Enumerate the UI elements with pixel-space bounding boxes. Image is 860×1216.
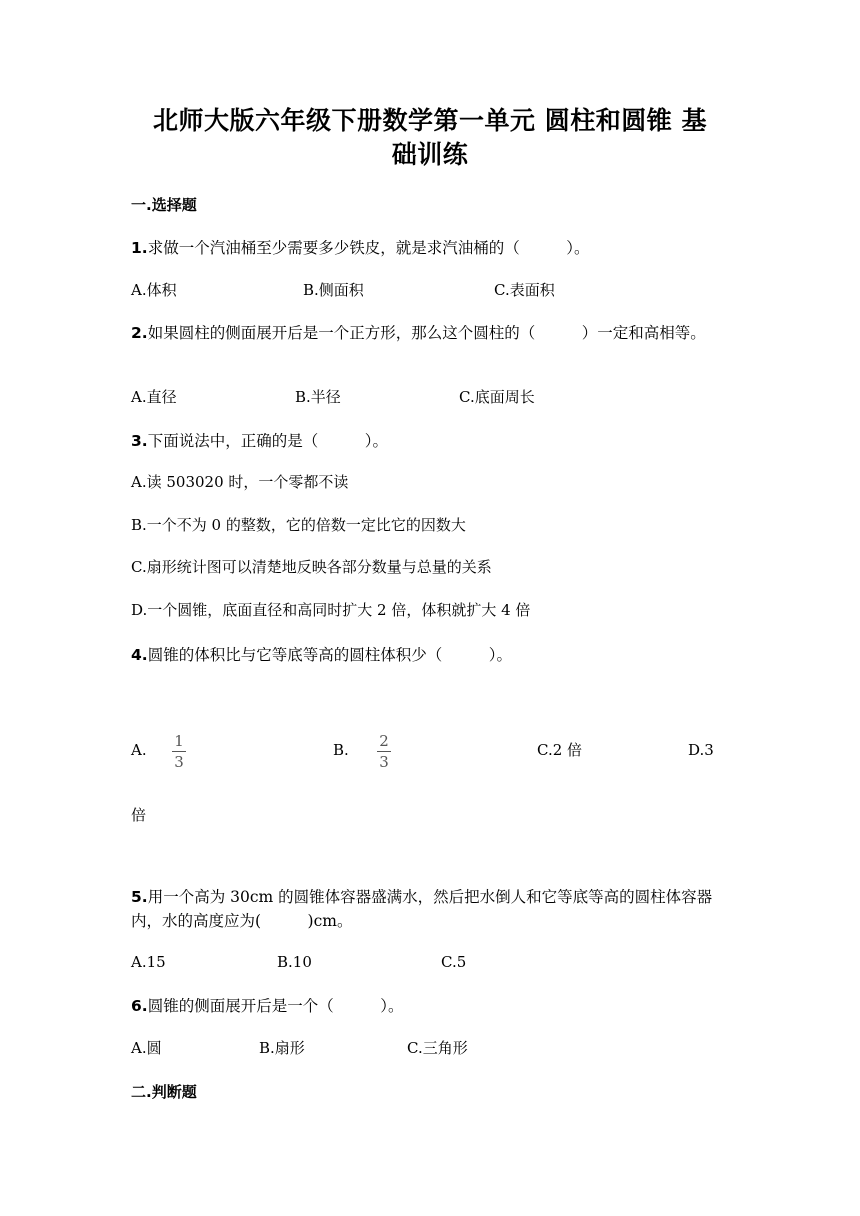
- q6-option-a: A.圆: [131, 1039, 162, 1057]
- fraction-denominator: 3: [379, 753, 389, 771]
- page-title: [120, 104, 740, 172]
- fraction-numerator: 1: [174, 732, 184, 750]
- q5-option-a: A.15: [131, 953, 166, 971]
- q4-option-c: C.2 倍: [537, 741, 583, 759]
- fraction-denominator: 3: [174, 753, 184, 771]
- question-number: 3.: [131, 432, 148, 450]
- q5-option-b: B.10: [277, 953, 312, 971]
- title-line-1: 北师大版六年级下册数学第一单元 圆柱和圆锥 基: [153, 106, 707, 135]
- q4-option-d-wrap: 倍: [131, 806, 147, 824]
- q4-option-b-fraction: [377, 733, 391, 770]
- question-text: 用一个高为 30cm 的圆锥体容器盛满水，然后把水倒人和它等底等高的圆柱体容器内，水的高度应为( )cm。: [131, 888, 713, 930]
- question-number: 1.: [131, 239, 148, 257]
- q3-option-a: A.读 503020 时，一个零都不读: [131, 473, 349, 491]
- q4-option-b-label: B.: [333, 741, 349, 759]
- q4-option-d: D.3: [688, 741, 714, 759]
- fraction-numerator: 2: [379, 732, 389, 750]
- question-text: 圆锥的侧面展开后是一个（ ）。: [147, 997, 404, 1015]
- question-5: [131, 885, 731, 933]
- section-heading-judgment: 二.判断题: [131, 1083, 197, 1101]
- question-number: 4.: [131, 646, 148, 664]
- q1-option-a: A.体积: [131, 281, 177, 299]
- question-number: 6.: [131, 997, 148, 1015]
- question-2: [131, 321, 731, 345]
- question-text: 如果圆柱的侧面展开后是一个正方形，那么这个圆柱的（ ）一定和高相等。: [147, 324, 706, 342]
- question-text: 圆锥的体积比与它等底等高的圆柱体积少（ ）。: [147, 646, 512, 664]
- q2-option-c: C.底面周长: [459, 388, 535, 406]
- q5-option-c: C.5: [441, 953, 467, 971]
- question-text: 求做一个汽油桶至少需要多少铁皮，就是求汽油桶的（ ）。: [147, 239, 590, 257]
- q3-option-b: B.一个不为 0 的整数，它的倍数一定比它的因数大: [131, 516, 466, 534]
- q4-option-a-label: A.: [131, 741, 147, 759]
- question-text: 下面说法中，正确的是（ ）。: [147, 432, 388, 450]
- q2-option-a: A.直径: [131, 388, 177, 406]
- section-heading-choice: 一.选择题: [131, 196, 197, 214]
- q6-option-c: C.三角形: [407, 1039, 468, 1057]
- fraction-bar: [172, 751, 186, 752]
- q3-option-d: D.一个圆锥，底面直径和高同时扩大 2 倍，体积就扩大 4 倍: [131, 601, 531, 619]
- question-4: [131, 643, 731, 667]
- q4-option-a-fraction: [172, 733, 186, 770]
- q1-option-b: B.侧面积: [303, 281, 364, 299]
- fraction-bar: [377, 751, 391, 752]
- q1-option-c: C.表面积: [494, 281, 555, 299]
- title-line-2: 础训练: [391, 140, 469, 169]
- question-1: [131, 236, 731, 260]
- question-number: 5.: [131, 888, 148, 906]
- question-3: [131, 429, 731, 453]
- question-6: [131, 994, 731, 1018]
- question-number: 2.: [131, 324, 148, 342]
- q2-option-b: B.半径: [295, 388, 341, 406]
- q6-option-b: B.扇形: [259, 1039, 305, 1057]
- q3-option-c: C.扇形统计图可以清楚地反映各部分数量与总量的关系: [131, 558, 492, 576]
